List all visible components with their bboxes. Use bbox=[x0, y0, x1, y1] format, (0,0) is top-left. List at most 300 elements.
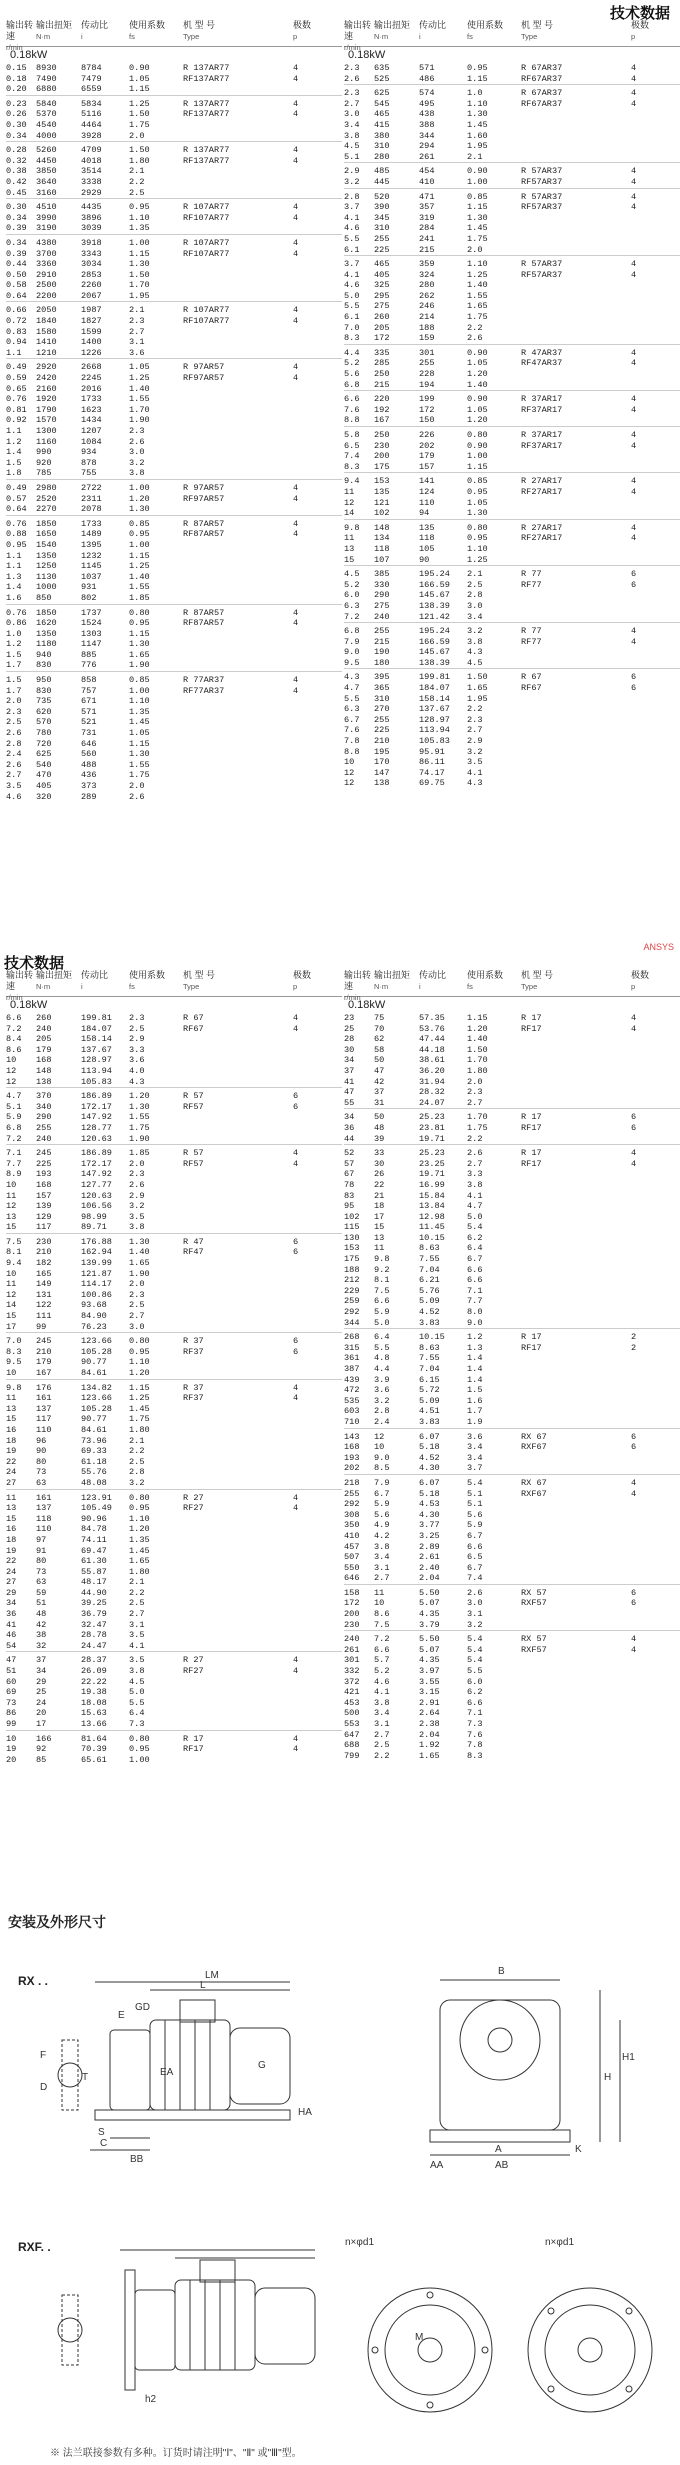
table-row bbox=[344, 757, 680, 768]
table-row bbox=[344, 1730, 680, 1741]
spec-table bbox=[344, 970, 680, 1761]
table-row bbox=[344, 1531, 680, 1542]
table-cell: 84.61 bbox=[81, 1424, 107, 1435]
table-cell: 3.2 bbox=[467, 746, 483, 757]
table-cell: 8.3 bbox=[344, 461, 360, 472]
table-cell bbox=[631, 141, 656, 152]
table-cell: 42 bbox=[374, 1076, 385, 1087]
table-cell: 61.30 bbox=[81, 1556, 107, 1567]
table-cell: 7.0 bbox=[6, 1336, 22, 1347]
table-row bbox=[6, 1708, 342, 1719]
table-cell: 24 bbox=[6, 1566, 17, 1577]
table-cell: 172 bbox=[374, 333, 390, 344]
table-row bbox=[344, 270, 680, 281]
table-cell: 1226 bbox=[81, 347, 102, 358]
table-cell bbox=[521, 1275, 631, 1286]
table-cell: 25 bbox=[36, 1687, 47, 1698]
table-cell: 3.1 bbox=[467, 1609, 483, 1620]
table-cell: 225 bbox=[36, 1158, 52, 1169]
table-cell: 218 bbox=[344, 1477, 360, 1488]
table-cell: 60 bbox=[6, 1676, 17, 1687]
table-cell bbox=[183, 1077, 293, 1088]
table-cell bbox=[631, 1134, 656, 1145]
table-cell: 1.35 bbox=[129, 1534, 150, 1545]
table-cell bbox=[183, 1269, 293, 1280]
table-cell: 28.78 bbox=[81, 1630, 107, 1641]
table-row bbox=[6, 84, 342, 95]
table-cell: 240 bbox=[374, 611, 390, 622]
table-cell: 1.20 bbox=[467, 415, 488, 426]
table-cell: 4 bbox=[293, 1393, 299, 1404]
table-cell: 4.35 bbox=[419, 1655, 440, 1666]
table-cell: 4 bbox=[293, 202, 299, 213]
table-cell: 6.4 bbox=[374, 1332, 390, 1343]
table-cell: 1147 bbox=[81, 639, 102, 650]
table-cell: 1300 bbox=[36, 426, 57, 436]
table-cell bbox=[293, 177, 318, 188]
table-cell: 3.4 bbox=[467, 1452, 483, 1463]
table-cell bbox=[293, 1055, 318, 1066]
table-cell bbox=[183, 1708, 293, 1719]
table-cell: 3.0 bbox=[344, 109, 360, 120]
table-cell: 2.7 bbox=[374, 1573, 390, 1584]
table-cell: 98.99 bbox=[81, 1211, 107, 1222]
table-row bbox=[6, 280, 342, 291]
table-row bbox=[6, 1279, 342, 1290]
table-cell: 1.15 bbox=[129, 84, 150, 95]
table-cell: 4 bbox=[293, 1148, 299, 1159]
rx-label: RX . . bbox=[18, 1974, 49, 1988]
table-cell: 6.2 bbox=[467, 1687, 483, 1698]
table-cell bbox=[293, 1467, 318, 1478]
table-cell bbox=[183, 1368, 293, 1379]
table-cell: 4 bbox=[293, 73, 299, 84]
table-cell: 6 bbox=[293, 1346, 299, 1357]
table-cell: 2.89 bbox=[419, 1541, 440, 1552]
table-cell: 1145 bbox=[81, 561, 102, 572]
table-cell: 5.2 bbox=[374, 1666, 390, 1677]
table-cell bbox=[521, 647, 631, 658]
table-cell: 212 bbox=[344, 1275, 360, 1286]
table-cell bbox=[183, 1524, 293, 1535]
table-row bbox=[344, 1510, 680, 1521]
table-cell: 0.49 bbox=[6, 482, 27, 493]
table-cell bbox=[183, 1191, 293, 1202]
table-cell: 1.00 bbox=[129, 237, 150, 248]
table-cell bbox=[521, 658, 631, 669]
table-row bbox=[344, 569, 680, 580]
dim-h: H bbox=[604, 2072, 612, 2083]
table-cell: 2.6 bbox=[129, 1179, 145, 1190]
table-cell: 6.15 bbox=[419, 1374, 440, 1385]
table-cell bbox=[293, 770, 318, 781]
table-cell bbox=[293, 405, 318, 416]
table-cell: 51 bbox=[6, 1666, 17, 1677]
table-cell: RF57AR37 bbox=[521, 176, 563, 187]
table-row bbox=[6, 291, 342, 302]
table-cell: 0.85 bbox=[129, 518, 150, 529]
table-row bbox=[6, 1467, 342, 1478]
table-cell bbox=[631, 1396, 656, 1407]
table-cell: 3338 bbox=[81, 176, 102, 187]
table-cell: 47 bbox=[344, 1087, 355, 1098]
table-cell: 7.55 bbox=[419, 1254, 440, 1265]
table-cell: 1.25 bbox=[467, 554, 488, 565]
table-cell: 3.2 bbox=[129, 1477, 145, 1488]
table-cell: 9.8 bbox=[6, 1382, 22, 1393]
table-cell: 485 bbox=[374, 166, 390, 177]
table-cell: 5.0 bbox=[467, 1211, 483, 1222]
table-cell bbox=[521, 1066, 631, 1077]
table-cell: 0.95 bbox=[467, 63, 488, 73]
table-cell: 5.0 bbox=[344, 290, 360, 301]
table-cell: R 97AR57 bbox=[183, 362, 225, 373]
table-cell: 139.99 bbox=[81, 1258, 112, 1269]
table-cell bbox=[183, 1201, 293, 1212]
table-cell: 168 bbox=[36, 1179, 52, 1190]
table-cell: 2.91 bbox=[419, 1697, 440, 1708]
table-cell bbox=[521, 1265, 631, 1276]
table-cell bbox=[521, 1609, 631, 1620]
table-cell: R 107AR77 bbox=[183, 237, 230, 248]
table-cell: 100.86 bbox=[81, 1289, 112, 1300]
table-cell: 4.2 bbox=[374, 1530, 390, 1541]
table-cell bbox=[631, 1034, 656, 1045]
table-cell: 2.3 bbox=[129, 426, 145, 436]
table-row bbox=[6, 1013, 342, 1024]
table-cell: 2.3 bbox=[129, 316, 145, 327]
table-cell: 290 bbox=[374, 590, 390, 601]
table-cell: 78 bbox=[344, 1179, 355, 1190]
table-cell: 9.8 bbox=[344, 522, 360, 533]
table-cell: 7.4 bbox=[344, 451, 360, 462]
table-cell: 0.92 bbox=[6, 415, 27, 426]
table-cell: 2.61 bbox=[419, 1552, 440, 1563]
table-cell: 128.97 bbox=[419, 714, 450, 725]
table-row bbox=[6, 1269, 342, 1280]
table-cell bbox=[631, 301, 656, 312]
table-cell: 2.5 bbox=[129, 1300, 145, 1311]
table-cell bbox=[183, 551, 293, 562]
table-cell: 1.5 bbox=[6, 649, 22, 660]
table-cell: 1.10 bbox=[467, 98, 488, 109]
table-cell: 2.5 bbox=[129, 1456, 145, 1467]
table-cell: R 27AR17 bbox=[521, 522, 563, 533]
table-cell: 10 bbox=[344, 757, 355, 768]
table-row bbox=[6, 494, 342, 505]
table-cell: 15.84 bbox=[419, 1190, 445, 1201]
table-cell bbox=[183, 561, 293, 572]
table-cell: 1.1 bbox=[6, 347, 22, 358]
table-row bbox=[6, 1514, 342, 1525]
table-cell: 240 bbox=[36, 1133, 52, 1144]
table-cell: R 57AR37 bbox=[521, 166, 563, 177]
table-row bbox=[6, 760, 342, 771]
table-cell: 332 bbox=[344, 1666, 360, 1677]
table-row bbox=[6, 1655, 342, 1666]
table-cell: R 17 bbox=[183, 1733, 204, 1744]
table-cell: 361 bbox=[344, 1353, 360, 1364]
table-cell: 37 bbox=[344, 1065, 355, 1076]
table-cell: 4 bbox=[293, 98, 299, 109]
table-cell: 19.38 bbox=[81, 1687, 107, 1698]
table-cell: 2668 bbox=[81, 362, 102, 373]
table-cell: 172 bbox=[419, 404, 435, 415]
table-cell bbox=[293, 1755, 318, 1766]
table-row bbox=[6, 1191, 342, 1202]
table-cell: 6 bbox=[293, 1247, 299, 1258]
table-cell: 6 bbox=[631, 1431, 637, 1442]
table-cell: RF77 bbox=[521, 579, 542, 590]
table-cell bbox=[183, 1258, 293, 1269]
dim-a: A bbox=[495, 2144, 502, 2155]
table-cell: 7.5 bbox=[374, 1285, 390, 1296]
table-cell bbox=[183, 792, 293, 803]
table-cell: 2.0 bbox=[129, 1279, 145, 1290]
table-cell: 199 bbox=[419, 394, 435, 405]
table-cell bbox=[631, 333, 656, 344]
table-cell: 6.7 bbox=[374, 1488, 390, 1499]
table-row bbox=[6, 1237, 342, 1248]
table-cell bbox=[183, 1609, 293, 1620]
table-cell: 4540 bbox=[36, 119, 57, 130]
table-cell: 688 bbox=[344, 1740, 360, 1751]
table-cell: R 137AR77 bbox=[183, 98, 230, 109]
table-cell: 121.87 bbox=[81, 1268, 112, 1279]
table-cell bbox=[631, 1552, 656, 1563]
table-cell: 50 bbox=[374, 1055, 385, 1066]
table-cell: 86.11 bbox=[419, 757, 445, 768]
table-row bbox=[6, 1666, 342, 1677]
table-cell: 44 bbox=[344, 1133, 355, 1144]
table-cell: 1.35 bbox=[129, 706, 150, 717]
table-cell: 23.81 bbox=[419, 1122, 445, 1133]
table-cell bbox=[631, 1296, 656, 1307]
table-cell: 3.6 bbox=[374, 1385, 390, 1396]
table-cell: 110 bbox=[419, 497, 435, 508]
table-cell: 188 bbox=[344, 1264, 360, 1275]
table-cell: 47 bbox=[6, 1655, 17, 1666]
table-row bbox=[6, 504, 342, 515]
table-cell: 7.04 bbox=[419, 1264, 440, 1275]
table-cell: 48.08 bbox=[81, 1477, 107, 1488]
table-cell: 1599 bbox=[81, 326, 102, 337]
table-cell bbox=[293, 1269, 318, 1280]
table-cell bbox=[293, 629, 318, 640]
table-row bbox=[6, 270, 342, 281]
table-cell bbox=[521, 280, 631, 291]
table-cell: 1.40 bbox=[129, 571, 150, 582]
table-cell bbox=[631, 778, 656, 789]
table-cell: R 67 bbox=[183, 1013, 204, 1023]
table-cell: RX 57 bbox=[521, 1587, 547, 1598]
table-cell bbox=[293, 1457, 318, 1468]
table-cell: 1.5 bbox=[6, 457, 22, 468]
table-cell bbox=[183, 270, 293, 281]
table-cell: 4 bbox=[293, 1666, 299, 1677]
table-cell: 34 bbox=[6, 1598, 17, 1609]
table-cell: 488 bbox=[81, 759, 97, 770]
table-cell: 7.04 bbox=[419, 1364, 440, 1374]
table-cell: R 77 bbox=[521, 626, 542, 637]
table-cell: 3360 bbox=[36, 259, 57, 270]
table-cell: 1.90 bbox=[129, 415, 150, 426]
table-cell: 86 bbox=[6, 1708, 17, 1719]
table-cell: 110 bbox=[36, 1524, 52, 1535]
table-cell: 0.90 bbox=[467, 347, 488, 358]
table-cell bbox=[521, 1406, 631, 1417]
table-cell: 39.25 bbox=[81, 1598, 107, 1609]
table-row bbox=[344, 1634, 680, 1645]
table-cell bbox=[521, 333, 631, 344]
table-cell: 54 bbox=[6, 1640, 17, 1651]
table-cell: 2050 bbox=[36, 305, 57, 316]
table-cell: 8.1 bbox=[6, 1247, 22, 1258]
table-row bbox=[344, 358, 680, 369]
table-cell bbox=[183, 1467, 293, 1478]
table-cell: 1.25 bbox=[129, 1393, 150, 1404]
table-cell bbox=[293, 1066, 318, 1077]
table-cell bbox=[293, 660, 318, 671]
table-cell: 285 bbox=[374, 358, 390, 369]
table-row bbox=[344, 704, 680, 715]
table-cell: 4.3 bbox=[344, 672, 360, 683]
table-cell bbox=[631, 1751, 656, 1762]
table-cell: 1.00 bbox=[467, 451, 488, 462]
table-row bbox=[6, 1414, 342, 1425]
table-cell: 166 bbox=[36, 1733, 52, 1744]
table-cell: 4018 bbox=[81, 155, 102, 166]
table-cell: 1.65 bbox=[419, 1750, 440, 1761]
table-cell: 200 bbox=[374, 451, 390, 462]
table-cell: 2.2 bbox=[467, 322, 483, 333]
table-cell: 0.80 bbox=[129, 607, 150, 618]
table-cell: 4.7 bbox=[6, 1091, 22, 1102]
table-cell bbox=[183, 1457, 293, 1468]
table-cell: 2.38 bbox=[419, 1719, 440, 1729]
table-cell: 1.65 bbox=[467, 683, 488, 694]
table-cell bbox=[293, 1698, 318, 1709]
table-cell: 6 bbox=[631, 672, 637, 683]
table-cell: R 57 bbox=[183, 1148, 204, 1159]
table-cell: 3.0 bbox=[467, 600, 483, 611]
table-cell: 560 bbox=[81, 749, 97, 760]
table-cell: 255 bbox=[374, 233, 390, 244]
table-row bbox=[6, 483, 342, 494]
table-row bbox=[6, 1598, 342, 1609]
table-row bbox=[344, 131, 680, 142]
table-cell bbox=[521, 1531, 631, 1542]
table-cell: 1.1 bbox=[6, 561, 22, 572]
table-cell: R 37AR17 bbox=[521, 394, 563, 405]
table-row bbox=[6, 1535, 342, 1546]
table-cell: 5.4 bbox=[467, 1222, 483, 1233]
table-cell: 24 bbox=[6, 1467, 17, 1478]
table-cell: RF37 bbox=[183, 1346, 204, 1357]
table-cell: 280 bbox=[374, 151, 390, 162]
table-cell: 25 bbox=[344, 1023, 355, 1034]
table-cell: 453 bbox=[344, 1697, 360, 1708]
dim-g: G bbox=[258, 2060, 266, 2071]
table-cell: 8.3 bbox=[344, 333, 360, 344]
table-cell bbox=[293, 1034, 318, 1045]
table-cell: 259 bbox=[344, 1296, 360, 1307]
table-cell: 2067 bbox=[81, 290, 102, 301]
table-cell bbox=[293, 1123, 318, 1134]
table-cell: 436 bbox=[81, 770, 97, 781]
table-row bbox=[344, 747, 680, 758]
table-row bbox=[344, 1243, 680, 1254]
table-cell: 3.1 bbox=[374, 1562, 390, 1573]
table-cell: 535 bbox=[344, 1395, 360, 1406]
table-row bbox=[6, 1347, 342, 1358]
table-cell bbox=[631, 1265, 656, 1276]
table-cell: 105.83 bbox=[419, 736, 450, 747]
table-row bbox=[6, 1336, 342, 1347]
table-row bbox=[6, 1368, 342, 1379]
table-cell bbox=[183, 1134, 293, 1145]
table-cell: 3700 bbox=[36, 248, 57, 259]
table-cell: 275 bbox=[374, 301, 390, 312]
table-cell: 121 bbox=[374, 497, 390, 508]
table-cell: 3190 bbox=[36, 223, 57, 234]
table-cell: 124 bbox=[419, 486, 435, 497]
table-row bbox=[344, 1677, 680, 1688]
table-row bbox=[344, 245, 680, 256]
table-cell: 335 bbox=[374, 347, 390, 358]
table-cell: 19 bbox=[6, 1744, 17, 1755]
table-cell bbox=[293, 1368, 318, 1379]
table-row bbox=[344, 259, 680, 270]
table-cell: 3.2 bbox=[467, 1619, 483, 1630]
table-cell bbox=[183, 639, 293, 650]
table-cell: 161 bbox=[36, 1492, 52, 1503]
table-cell: 2.3 bbox=[6, 706, 22, 717]
table-cell: 69 bbox=[6, 1687, 17, 1698]
table-cell: 106.56 bbox=[81, 1201, 112, 1212]
table-row bbox=[6, 1034, 342, 1045]
table-cell bbox=[521, 462, 631, 473]
table-cell bbox=[293, 1191, 318, 1202]
table-cell: 1.30 bbox=[467, 212, 488, 223]
table-row bbox=[6, 223, 342, 234]
table-row bbox=[344, 109, 680, 120]
table-cell: 0.76 bbox=[6, 607, 27, 618]
table-cell: 1037 bbox=[81, 571, 102, 582]
table-cell bbox=[293, 166, 318, 177]
table-row bbox=[6, 1045, 342, 1056]
table-cell: 8.9 bbox=[6, 1169, 22, 1180]
table-cell: 0.44 bbox=[6, 259, 27, 270]
table-cell: 12.98 bbox=[419, 1211, 445, 1222]
table-row bbox=[6, 1620, 342, 1631]
table-cell: 61.18 bbox=[81, 1456, 107, 1467]
table-cell: 6559 bbox=[81, 84, 102, 95]
table-cell: 0.80 bbox=[467, 522, 488, 533]
table-cell bbox=[183, 1436, 293, 1447]
table-cell: 210 bbox=[36, 1247, 52, 1258]
table-row bbox=[6, 717, 342, 728]
table-cell: 182 bbox=[36, 1258, 52, 1269]
table-cell: 34 bbox=[36, 1666, 47, 1677]
table-cell: 830 bbox=[36, 660, 52, 671]
table-cell: 4 bbox=[293, 675, 299, 686]
table-cell: 1.30 bbox=[129, 1101, 150, 1112]
table-row bbox=[344, 1353, 680, 1364]
table-cell: 438 bbox=[419, 109, 435, 120]
table-cell: 308 bbox=[344, 1509, 360, 1520]
table-cell: 2.7 bbox=[6, 770, 22, 781]
